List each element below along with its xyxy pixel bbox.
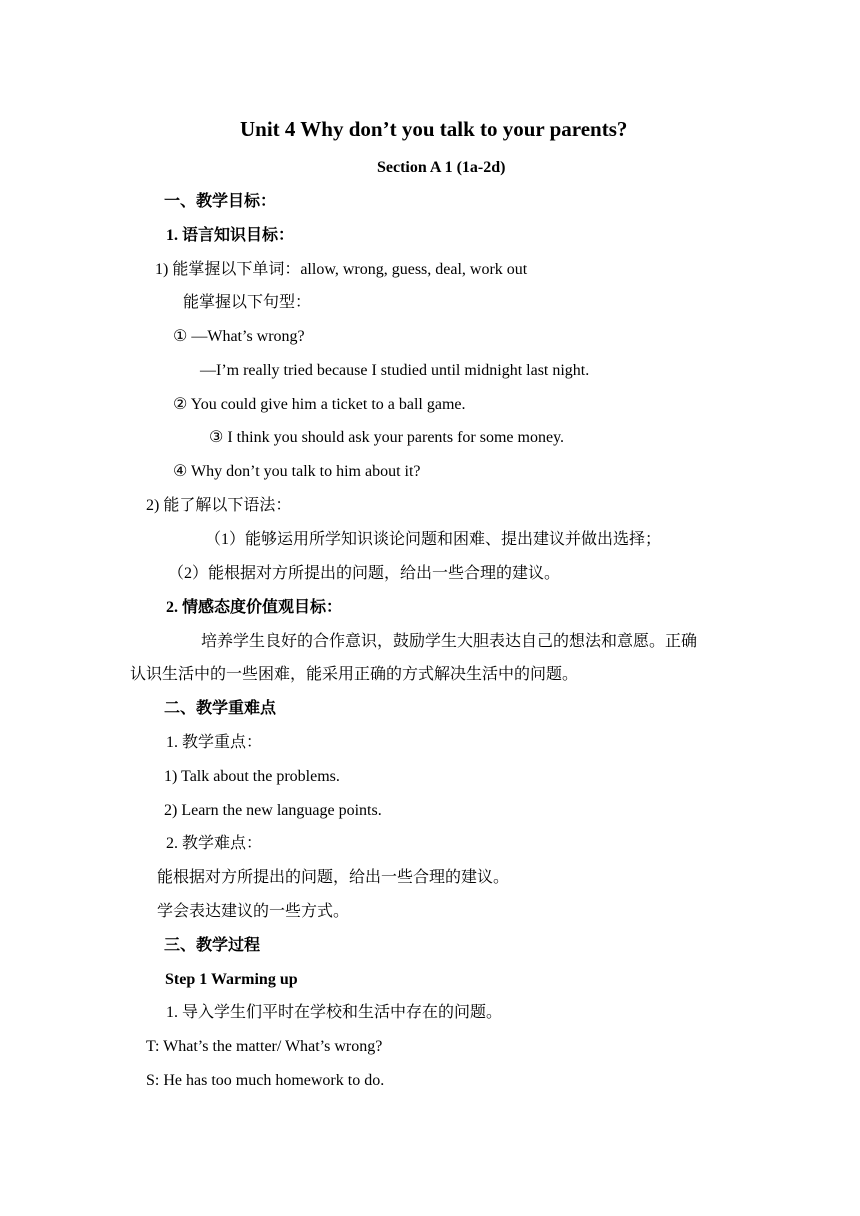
- heading-attitude-values: 2. 情感态度价值观目标：: [166, 599, 343, 616]
- sentence-pattern-1b: —I’m really tried because I studied until midnight last night.: [200, 362, 590, 379]
- attitude-paragraph-line-2: 认识生活中的一些困难，能采用正确的方式解决生活中的问题。: [130, 666, 579, 683]
- key-point-1: 1) Talk about the problems.: [164, 768, 340, 785]
- step-1-item-1: 1. 导入学生们平时在学校和生活中存在的问题。: [166, 1004, 503, 1021]
- sentence-pattern-3: ③ I think you should ask your parents for some money.: [209, 429, 565, 446]
- attitude-paragraph-line-1: 培养学生良好的合作意识，鼓励学生大胆表达自己的想法和意愿。正确: [201, 633, 698, 650]
- heading-teaching-process: 三、教学过程: [164, 937, 261, 954]
- grammar-item-2: （2）能根据对方所提出的问题，给出一些合理的建议。: [168, 565, 561, 582]
- heading-teaching-objectives: 一、教学目标：: [164, 193, 277, 210]
- heading-key-difficult-points: 二、教学重难点: [164, 700, 277, 717]
- difficult-point-1: 能根据对方所提出的问题，给出一些合理的建议。: [157, 869, 510, 886]
- document-title: Unit 4 Why don’t you talk to your parents?: [240, 117, 628, 141]
- step-1-heading: Step 1 Warming up: [165, 971, 298, 988]
- sentence-pattern-1a: ① —What’s wrong?: [173, 328, 305, 345]
- vocabulary-line: 1) 能掌握以下单词：allow, wrong, guess, deal, work out: [155, 261, 528, 278]
- dialog-teacher-line: T: What’s the matter/ What’s wrong?: [146, 1038, 383, 1055]
- grammar-line: 2) 能了解以下语法：: [146, 497, 292, 514]
- sentence-pattern-4: ④ Why don’t you talk to him about it?: [173, 463, 421, 480]
- key-points-heading: 1. 教学重点：: [166, 734, 263, 751]
- sentence-patterns-intro: 能掌握以下句型：: [183, 294, 312, 311]
- sentence-pattern-2: ② You could give him a ticket to a ball game.: [173, 396, 466, 413]
- heading-language-knowledge: 1. 语言知识目标：: [166, 227, 295, 244]
- difficult-point-2: 学会表达建议的一些方式。: [157, 903, 350, 920]
- section-subtitle: Section A 1 (1a-2d): [377, 159, 506, 176]
- grammar-item-1: （1）能够运用所学知识谈论问题和困难、提出建议并做出选择；: [205, 531, 662, 548]
- dialog-student-line: S: He has too much homework to do.: [146, 1072, 385, 1089]
- difficult-points-heading: 2. 教学难点：: [166, 835, 263, 852]
- key-point-2: 2) Learn the new language points.: [164, 802, 382, 819]
